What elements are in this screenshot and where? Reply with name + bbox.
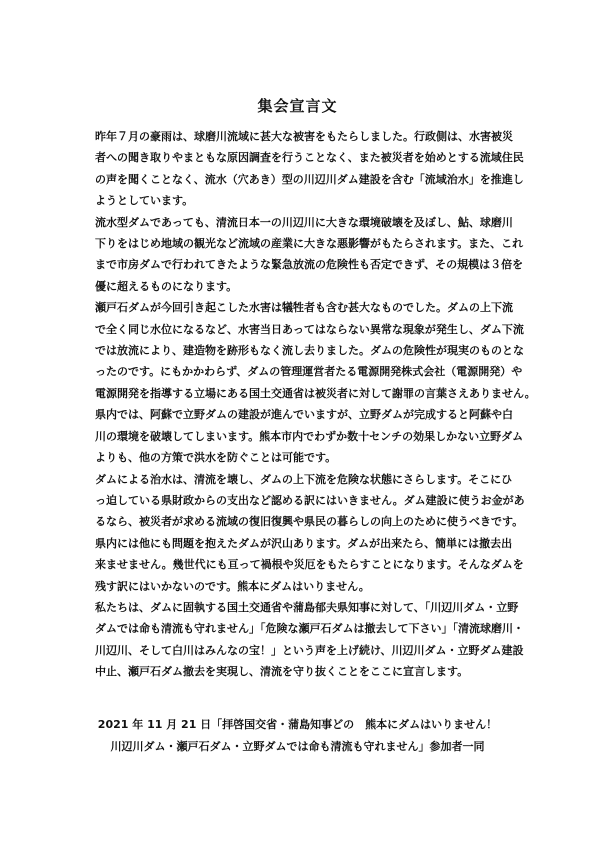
paragraph-line: 県内では、阿蘇で立野ダムの建設が進んでいますが、立野ダムが完成すると阿蘇や白	[95, 408, 513, 422]
paragraph-3	[84, 297, 536, 404]
paragraph-line: では放流により、建造物を跡形もなく流し去りました。ダムの危険性が現実のものとな	[95, 344, 524, 358]
paragraph-line: よりも、他の方策で洪水を防ぐことは可能です。	[95, 451, 337, 465]
paragraph-4	[84, 404, 524, 468]
paragraph-line: ったのです。にもかかわらず、ダムの管理運営者たる電源開発株式会社（電源開発）や	[95, 365, 523, 379]
paragraph-line: るなら、被災者が求める流域の復旧復興や県民の暮らしの向上のために使うべきです。	[95, 515, 524, 529]
declaration-body	[84, 126, 536, 683]
paragraph-line: 県内には他にも問題を抱えたダムが沢山あります。ダムが出来たら、簡単には撤去出	[95, 536, 513, 550]
paragraph-6	[84, 533, 524, 597]
paragraph-line: 来ませません。幾世代にも亘って禍根や災厄をもたらすことになります。そんなダムを	[95, 558, 524, 572]
paragraph-7	[84, 597, 524, 683]
paragraph-line: 中止、瀬戸石ダム撤去を実現し、清流を守り抜くことをここに宣言します。	[95, 665, 469, 679]
paragraph-line: 電源開発を指導する立場にある国土交通省は被災者に対して謝罪の言葉さえありません。	[95, 386, 536, 400]
paragraph-5	[84, 469, 524, 533]
paragraph-line: 流水型ダムであっても、清流日本一の川辺川に大きな環境破壊を及ぼし、鮎、球磨川	[95, 215, 513, 229]
paragraph-line: 私たちは、ダムに固執する国土交通省や蒲島郁夫県知事に対して、「川辺川ダム・立野	[95, 600, 519, 614]
closing-line-signatories: 川辺川ダム・瀬戸石ダム・立野ダムでは命も清流も守れません」参加者一同	[110, 740, 485, 753]
paragraph-line: 下りをはじめ地域の観光など流域の産業に大きな悪影響がもたらされます。また、これ	[95, 237, 524, 251]
paragraph-line: ようとしています。	[95, 194, 194, 208]
paragraph-line: 瀬戸石ダムが今回引き起こした水害は犠牲者も含む甚大なものでした。ダムの上下流	[95, 301, 513, 315]
paragraph-line: 昨年７月の豪雨は、球磨川流域に甚大な被害をもたらしました。行政側は、水害被災	[95, 130, 513, 143]
paragraph-line: 残す訳にはいかないのです。熊本にダムはいりません。	[95, 579, 370, 593]
paragraph-line: ダムによる治水は、清流を壊し、ダムの上下流を危険な状態にさらします。そこにひ	[95, 472, 513, 486]
page-title: 集会宣言文	[257, 97, 338, 115]
paragraph-line: 優に超えるものになります。	[95, 279, 238, 293]
paragraph-line: っ迫している県財政からの支出など認める訳にはいきません。ダム建設に使うお金があ	[95, 493, 525, 507]
paragraph-2	[84, 212, 524, 298]
paragraph-line: ダムでは命も清流も守れません」「危険な瀬戸石ダムは撤去して下さい」「清流球磨川・	[95, 622, 524, 636]
paragraph-line: で全く同じ水位になるなど、水害当日あってはならない異常な現象が発生し、ダム下流	[95, 322, 524, 336]
paragraph-line: 者への聞き取りやまともな原因調査を行うことなく、また被災者を始めとする流域住民	[95, 151, 524, 165]
paragraph-line: 川辺川、そして白川はみんなの宝！」という声を上げ続け、川辺川ダム・立野ダム建設	[95, 643, 524, 657]
paragraph-line: の声を聞くことなく、流水（穴あき）型の川辺川ダム建設を含む「流域治水」を推進し	[95, 172, 524, 186]
closing-line-date: 2021 年 11 月 21 日「拝啓国交省・蒲島知事どの 熊本にダムはいりません！	[97, 718, 498, 731]
paragraph-line: 川の環境を破壊してしまいます。熊本市内でわずか数十センチの効果しかない立野ダム	[95, 429, 524, 443]
paragraph-1	[84, 126, 524, 212]
paragraph-line: まで市房ダムで行われてきたような緊急放流の危険性も否定できず、その規模は３倍を	[95, 258, 524, 272]
